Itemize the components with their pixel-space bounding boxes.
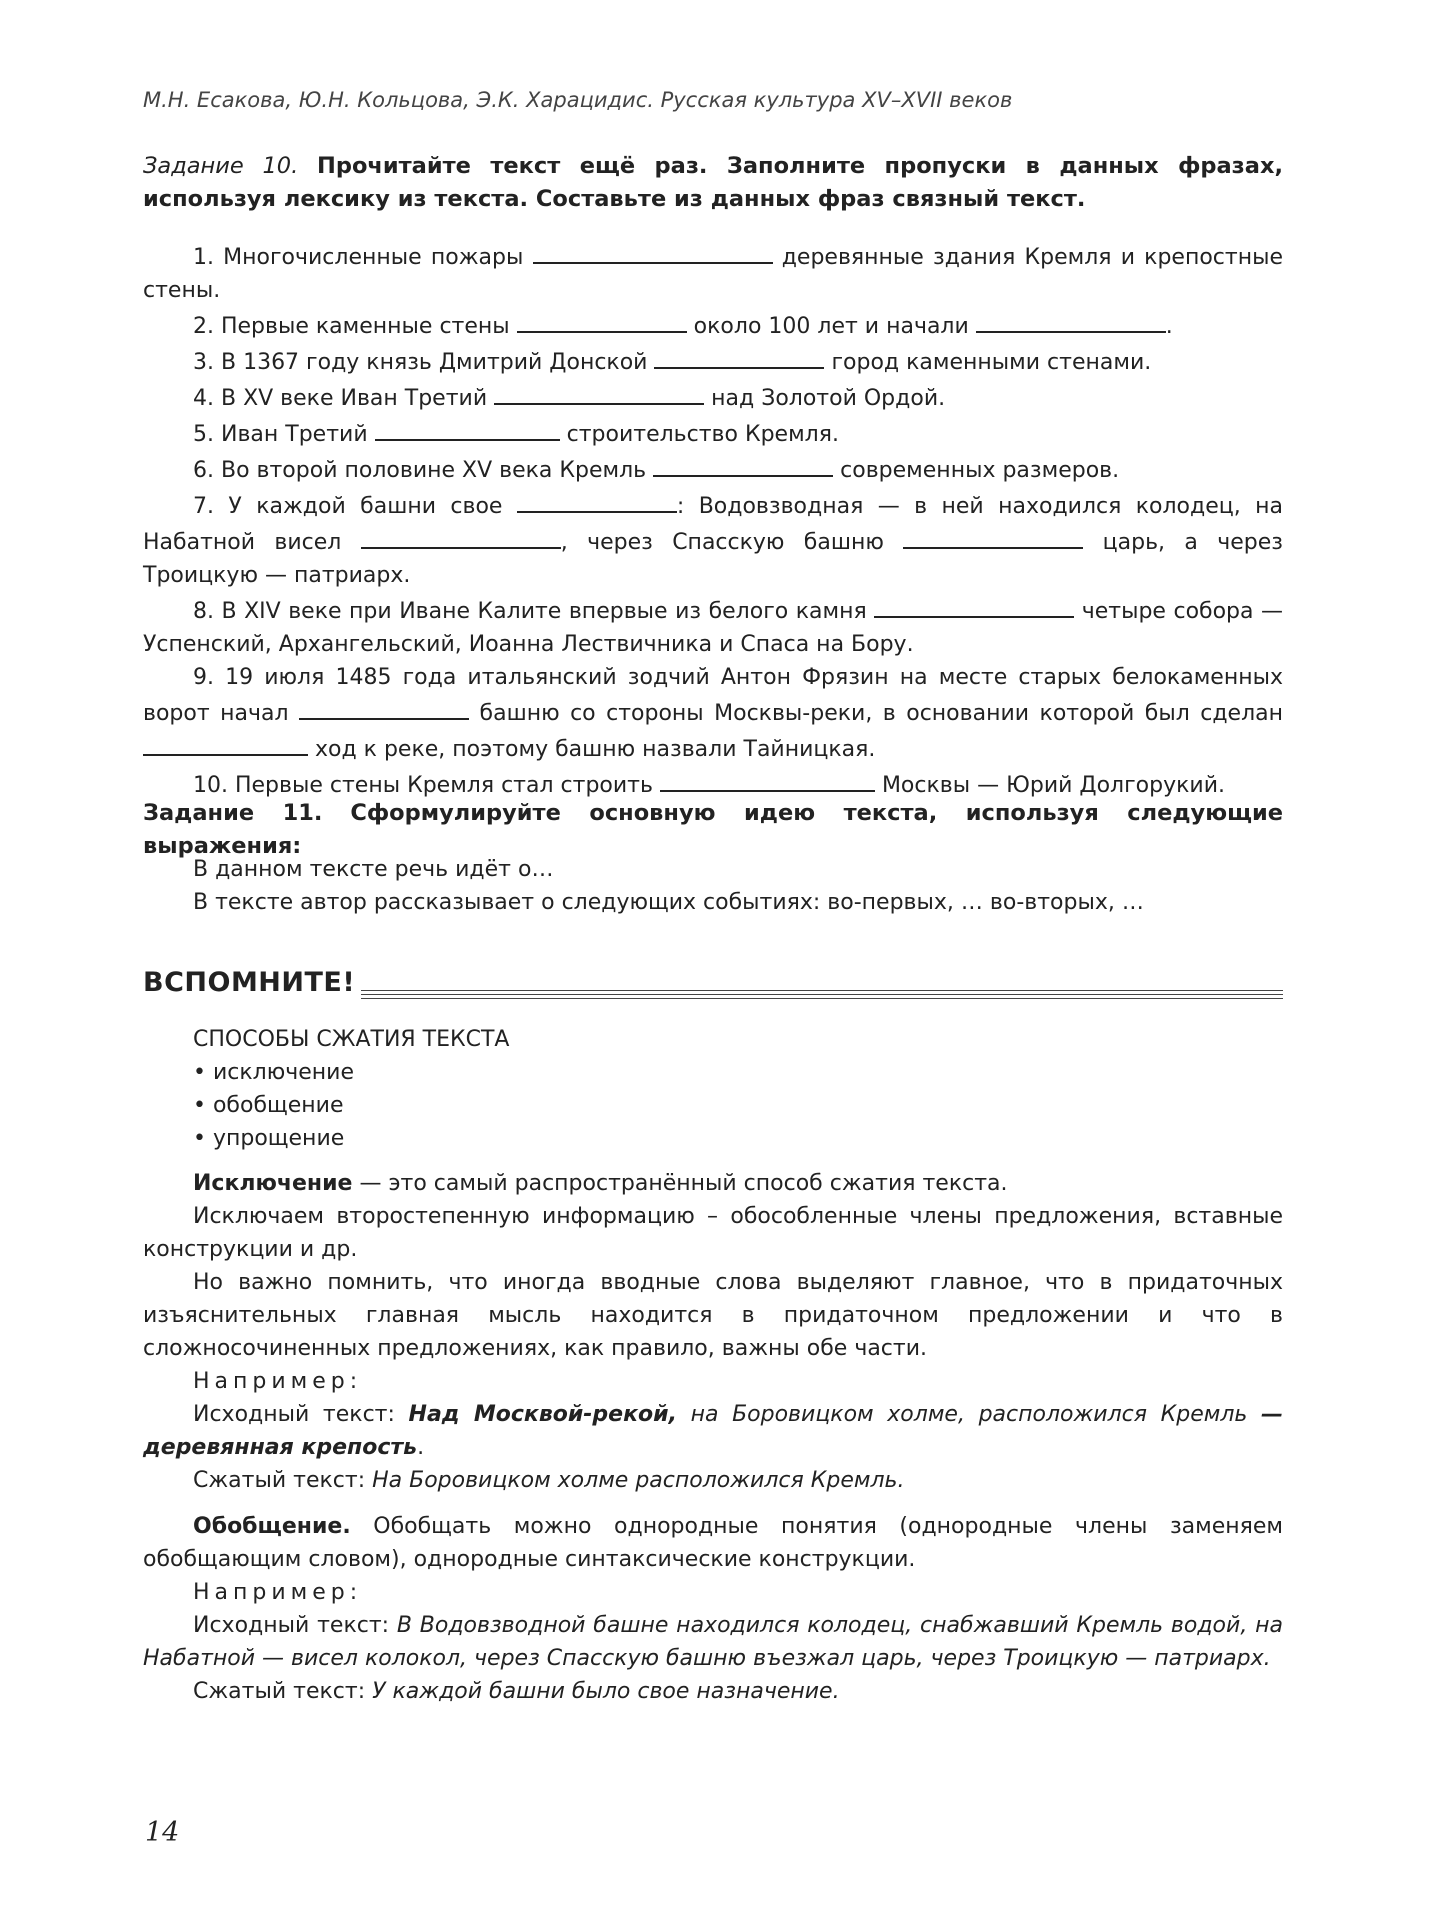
list-item: 5. Иван Третий строительство Кремля. [143, 415, 1283, 451]
paragraph: Но важно помнить, что иногда вводные слова выделяют главное, что в придаточных изъяснительных главная мысль находится в придаточном предложении и что в сложносочиненных предложениях, как правило, важны обе части. [143, 1270, 1283, 1361]
phrase-line: В тексте автор рассказывает о следующих событиях: во-первых, … во-вторых, … [193, 890, 1144, 915]
bullet-item: • упрощение [193, 1126, 345, 1151]
answer-blank[interactable] [533, 238, 773, 264]
list-item: 3. В 1367 году князь Дмитрий Донской город каменными стенами. [143, 343, 1283, 379]
bullet-item: • исключение [193, 1060, 354, 1085]
list-item: 1. Многочисленные пожары деревянные здания Кремля и крепостные стены. [143, 238, 1283, 307]
example-label: Например: [193, 1369, 363, 1394]
list-item: 7. У каждой башни свое : Водовзводная — в ней находился колодец, на Набатной висел , через Спасскую башню царь, а через Троицкую — патриарх. [143, 487, 1283, 592]
task-10-text: Прочитайте текст ещё раз. Заполните пропуски в данных фразах, используя лексику из текста. Составьте из данных фраз связный текст. [143, 153, 1284, 212]
task-11-phrases [193, 853, 1144, 919]
list-item: 6. Во второй половине XV века Кремль современных размеров. [143, 451, 1283, 487]
remember-title: ВСПОМНИТЕ! [143, 967, 356, 998]
example-label: Например: [193, 1580, 363, 1605]
paragraph: Исключение — это самый распространённый способ сжатия текста. [193, 1171, 1008, 1196]
source-text: Исходный текст: В Водовзводной башне находился колодец, снабжавший Кремль водой, на Набатной — висел колокол, через Спасскую башню въезжал царь, через Троицкую — патриарх. [143, 1613, 1283, 1671]
running-header: М.Н. Есакова, Ю.Н. Кольцова, Э.К. Харацидис. Русская культура XV–XVII веков [143, 88, 1013, 112]
remember-banner [143, 967, 1283, 1007]
list-item: 10. Первые стены Кремля стал строить Москвы — Юрий Долгорукий. [143, 766, 1283, 802]
list-item: 8. В XIV веке при Иване Калите впервые из белого камня четыре собора — Успенский, Архангельский, Иоанна Лествичника и Спаса на Бору. [143, 592, 1283, 661]
answer-blank[interactable] [903, 523, 1083, 549]
answer-blank[interactable] [143, 730, 308, 756]
source-text: Исходный текст: Над Москвой-рекой, на Боровицком холме, расположился Кремль — деревянная крепость. [143, 1402, 1284, 1460]
fill-in-list [143, 238, 1283, 802]
answer-blank[interactable] [375, 415, 560, 441]
answer-blank[interactable] [874, 592, 1074, 618]
paragraph: Исключаем второстепенную информацию – обособленные члены предложения, вставные конструкции и др. [143, 1204, 1283, 1262]
divider [361, 994, 1283, 995]
answer-blank[interactable] [517, 487, 677, 513]
page-number: 14 [145, 1817, 180, 1848]
compression-methods [193, 1023, 510, 1155]
answer-blank[interactable] [494, 379, 704, 405]
compressed-text: Сжатый текст: На Боровицком холме расположился Кремль. [193, 1468, 905, 1493]
explanation-body [143, 1167, 1283, 1708]
phrase-line: В данном тексте речь идёт о… [193, 857, 554, 882]
answer-blank[interactable] [361, 523, 561, 549]
methods-heading: СПОСОБЫ СЖАТИЯ ТЕКСТА [193, 1027, 510, 1052]
task-11-text: Сформулируйте основную идею текста, используя следующие выражения: [143, 800, 1283, 859]
compressed-text: Сжатый текст: У каждой башни было свое назначение. [193, 1679, 840, 1704]
list-item: 4. В XV веке Иван Третий над Золотой Ордой. [143, 379, 1283, 415]
list-item: 2. Первые каменные стены около 100 лет и начали . [143, 307, 1283, 343]
paragraph: Обобщение. Обобщать можно однородные понятия (однородные члены заменяем обобщающим словом), однородные синтаксические конструкции. [143, 1514, 1283, 1572]
task-10 [143, 150, 1283, 216]
divider [361, 990, 1283, 991]
divider [361, 998, 1283, 999]
answer-blank[interactable] [660, 766, 875, 792]
answer-blank[interactable] [299, 694, 469, 720]
list-item: 9. 19 июля 1485 года итальянский зодчий Антон Фрязин на месте старых белокаменных ворот начал башню со стороны Москвы-реки, в основании которой был сделан ход к реке, поэтому башню назвали Тайницкая. [143, 665, 1284, 762]
task-11-label: Задание 11. [143, 800, 323, 826]
bullet-item: • обобщение [193, 1093, 344, 1118]
answer-blank[interactable] [976, 307, 1166, 333]
task-10-label: Задание 10. [143, 153, 299, 179]
answer-blank[interactable] [517, 307, 687, 333]
answer-blank[interactable] [654, 343, 824, 369]
answer-blank[interactable] [653, 451, 833, 477]
